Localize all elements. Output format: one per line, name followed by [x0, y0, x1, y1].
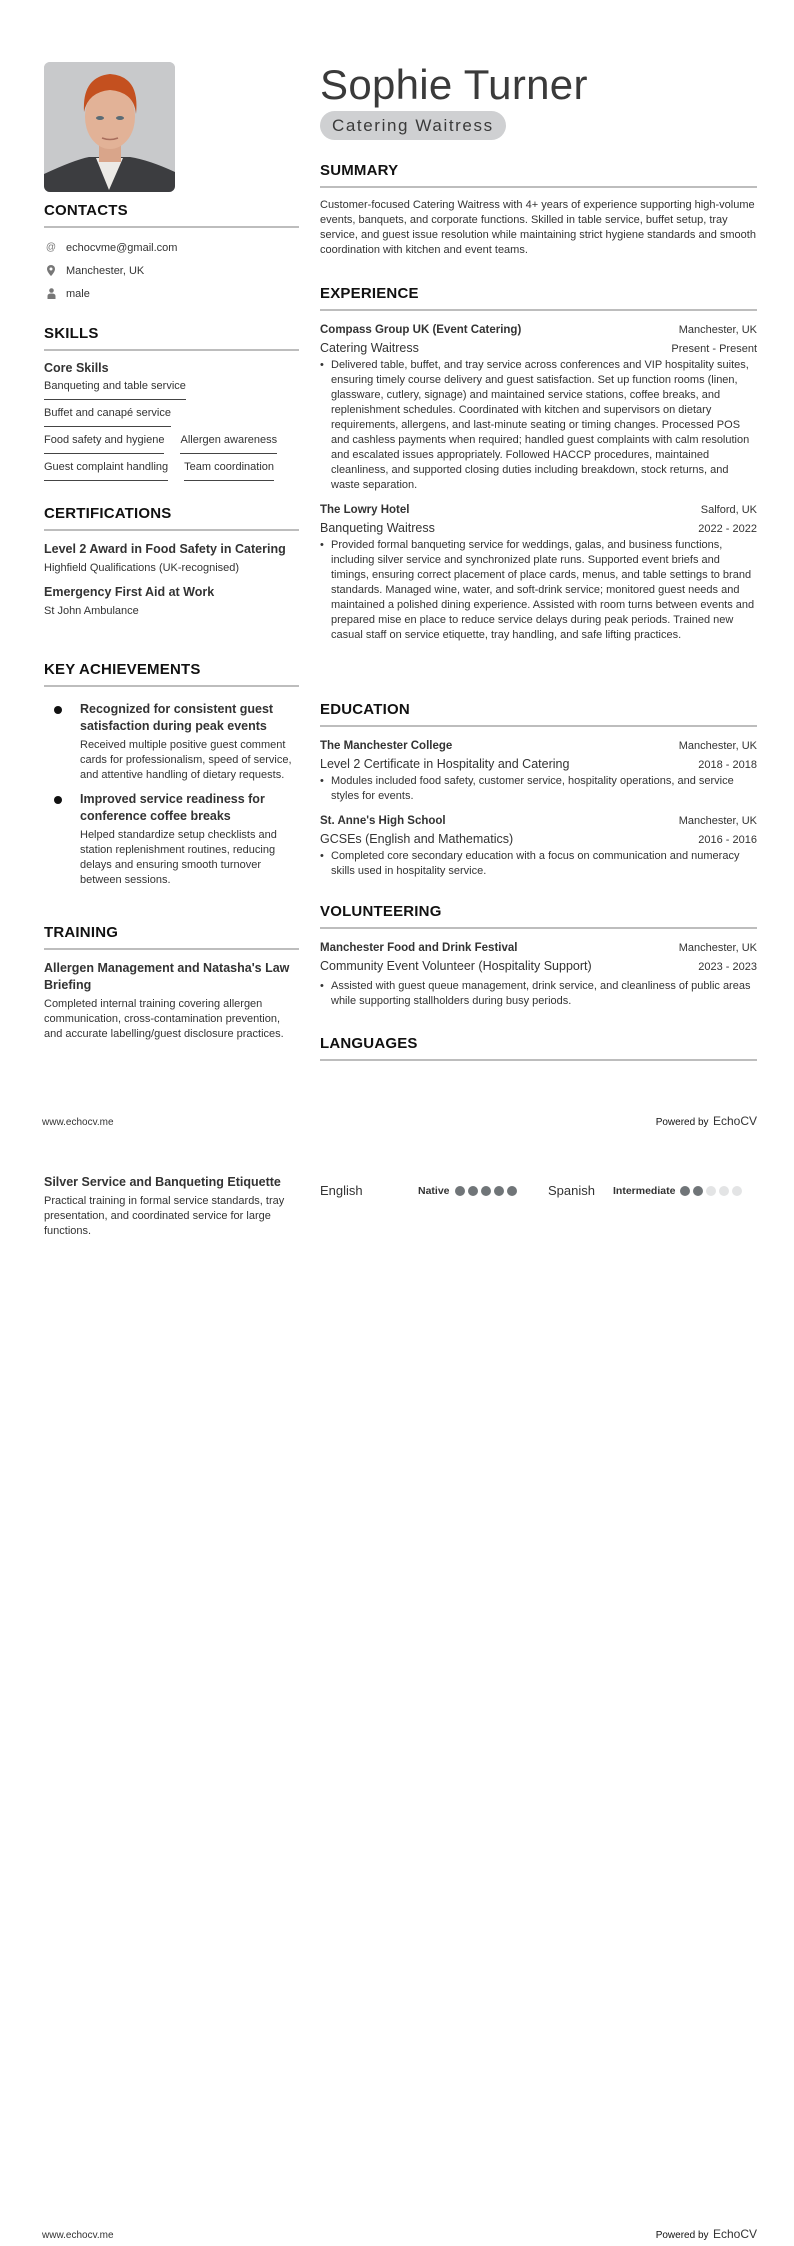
rating-dot-empty-icon: [706, 1186, 716, 1196]
cert-issuer: Highfield Qualifications (UK-recognised): [44, 562, 240, 574]
education-bullet: • Completed core secondary education with a focus on communication and numeracy skills used in hospitality service.: [320, 849, 757, 879]
certifications-section: [44, 505, 299, 627]
language-level: Intermediate: [613, 1184, 676, 1197]
page-footer: [42, 2225, 757, 2243]
skills-group-title: Core Skills: [44, 361, 109, 375]
section-heading: SUMMARY: [320, 162, 757, 188]
skills-tags: [44, 379, 299, 487]
training-description: Completed internal training covering allergen communication, cross-contamination prevention, and accurate labelling/guest disclosure practices.: [44, 998, 284, 1040]
contacts-section: [44, 202, 299, 305]
rating-dot-filled-icon: [693, 1186, 703, 1196]
rating-dot-empty-icon: [732, 1186, 742, 1196]
education-dates: 2016 - 2016: [698, 834, 757, 846]
cert-name: Level 2 Award in Food Safety in Catering: [44, 542, 286, 556]
section-heading: CERTIFICATIONS: [44, 505, 299, 531]
experience-section: [320, 285, 757, 651]
skill-tag: Buffet and canapé service: [44, 406, 171, 427]
education-entry: [320, 812, 757, 879]
rating-dot-filled-icon: [680, 1186, 690, 1196]
training-name: Allergen Management and Natasha's Law Briefing: [44, 961, 290, 992]
section-heading: EXPERIENCE: [320, 285, 757, 311]
contact-email[interactable]: [44, 236, 299, 259]
rating-dot-filled-icon: [468, 1186, 478, 1196]
rating-dot-filled-icon: [455, 1186, 465, 1196]
job-dates: 2022 - 2022: [698, 523, 757, 535]
contact-location: [44, 259, 299, 282]
language-rating: [455, 1186, 517, 1196]
school-location: Manchester, UK: [678, 740, 757, 752]
achievement-item: [44, 701, 299, 783]
section-heading: CONTACTS: [44, 202, 299, 228]
right-column: [320, 162, 757, 258]
achievements-section: [44, 661, 299, 896]
section-heading: VOLUNTEERING: [320, 903, 757, 929]
skill-tag: Food safety and hygiene: [44, 433, 164, 454]
section-heading: TRAINING: [44, 924, 299, 950]
experience-entry: [320, 321, 757, 493]
employer-location: Manchester, UK: [678, 324, 757, 336]
section-heading: EDUCATION: [320, 701, 757, 727]
left-column: [44, 202, 299, 379]
experience-entry: [320, 501, 757, 643]
job-title-badge: Catering Waitress: [320, 111, 506, 140]
job-role: Banqueting Waitress: [320, 521, 435, 535]
education-bullet: • Modules included food safety, customer service, hospitality operations, and service styles for events.: [320, 774, 757, 804]
education-section: [320, 701, 757, 887]
volunteer-role: Community Event Volunteer (Hospitality Support): [320, 959, 592, 973]
volunteering-section: [320, 903, 757, 1017]
training-section-continued: [44, 1174, 299, 1239]
language-name: Spanish: [548, 1183, 595, 1198]
volunteer-location: Manchester, UK: [678, 942, 757, 954]
at-icon: @: [45, 242, 57, 253]
brand-name: EchoCV: [712, 1114, 757, 1128]
language-rating: [680, 1186, 742, 1196]
training-description: Practical training in formal service standards, tray presentation, and coordinated service for large functions.: [44, 1195, 285, 1237]
summary-section: [320, 162, 757, 258]
volunteering-entry: [320, 939, 757, 1009]
job-bullet: • Provided formal banqueting service for weddings, galas, and business functions, including silver service and synchronized plate runs. Supported event briefs and timings, ensuring correct placement of place cards, menus, and table settings to brand standards. Managed wine, water, and soft-drink service; monitored guest needs and maintained a polished dining experience. Assisted with room turns between events and prepared mise en place to reduce service delays during peak periods. Trained new casual staff on service etiquette, tray handling, and safe lifting practices.: [320, 538, 757, 643]
contact-value: Manchester, UK: [66, 264, 145, 277]
school-name: The Manchester College: [320, 740, 453, 752]
qualification: Level 2 Certificate in Hospitality and Catering: [320, 757, 570, 771]
contact-value: echocvme@gmail.com: [66, 241, 178, 254]
job-dates: Present - Present: [671, 343, 757, 355]
education-dates: 2018 - 2018: [698, 759, 757, 771]
job-bullet: • Delivered table, buffet, and tray service across conferences and VIP hospitality suites, ensuring timely course delivery and guest satisfaction. Set up function rooms (linen, glassware, cutlery, signage) and maintained service stations, coffee breaks, and replenishment schedules. Coordinated with kitchen and supervisors on dietary requirements, allergens, and last-minute seating or timing changes. Processed POS and cashless payments when required; handled guest complaints with calm resolution and escalated issues appropriately. Followed HACCP procedures, maintained cleanliness, and supported closing duties including breakdown, stock returns, and waste separation.: [320, 358, 757, 493]
skill-tag: Team coordination: [184, 460, 274, 481]
person-icon: [46, 288, 56, 299]
location-pin-icon: [46, 265, 56, 276]
education-entry: [320, 737, 757, 804]
powered-by-label: Powered by: [655, 2230, 709, 2241]
employer-name: The Lowry Hotel: [320, 504, 410, 516]
job-role: Catering Waitress: [320, 341, 419, 355]
bullet-icon: [54, 706, 62, 714]
training-name: Silver Service and Banqueting Etiquette: [44, 1175, 281, 1189]
achievement-description: Helped standardize setup checklists and station replenishment routines, reducing delays and ensuring smooth turnover between sessions.: [80, 829, 277, 886]
achievement-description: Received multiple positive guest comment cards for professionalism, speed of service, and attentive handling of dietary requests.: [80, 739, 292, 781]
rating-dot-filled-icon: [481, 1186, 491, 1196]
brand-name: EchoCV: [712, 2227, 757, 2241]
training-section: [44, 924, 299, 1042]
bullet-icon: [54, 796, 62, 804]
languages-list: [320, 1183, 757, 1198]
skill-tag: Allergen awareness: [180, 433, 277, 454]
rating-dot-empty-icon: [719, 1186, 729, 1196]
page-footer: [42, 1112, 757, 1130]
language-level: Native: [418, 1184, 450, 1197]
contact-value: male: [66, 287, 90, 300]
school-location: Manchester, UK: [678, 815, 757, 827]
profile-photo: [44, 62, 175, 192]
powered-by: [656, 1112, 757, 1130]
skill-tag: Guest complaint handling: [44, 460, 168, 481]
language-name: English: [320, 1183, 363, 1198]
rating-dot-filled-icon: [494, 1186, 504, 1196]
achievement-item: [44, 791, 299, 888]
footer-url[interactable]: www.echocv.me: [42, 2230, 114, 2241]
candidate-name: Sophie Turner: [320, 61, 588, 108]
achievement-title: Improved service readiness for conference coffee breaks: [80, 792, 265, 823]
skill-tag: Banqueting and table service: [44, 379, 186, 400]
rating-dot-filled-icon: [507, 1186, 517, 1196]
section-heading: KEY ACHIEVEMENTS: [44, 661, 299, 687]
section-heading: LANGUAGES: [320, 1035, 757, 1061]
volunteer-bullet: • Assisted with guest queue management, drink service, and cleanliness of public areas while supporting stallholders during busy periods.: [320, 979, 757, 1009]
employer-name: Compass Group UK (Event Catering): [320, 324, 522, 336]
skills-section: [44, 325, 299, 375]
powered-by-label: Powered by: [655, 1117, 709, 1128]
powered-by: [656, 2225, 757, 2243]
contact-gender: [44, 282, 299, 305]
footer-url[interactable]: www.echocv.me: [42, 1117, 114, 1128]
language-item: [548, 1183, 742, 1198]
languages-section: [320, 1035, 757, 1071]
achievement-title: Recognized for consistent guest satisfaction during peak events: [80, 702, 274, 733]
employer-location: Salford, UK: [700, 504, 757, 516]
volunteer-dates: 2023 - 2023: [698, 961, 757, 973]
language-item: [320, 1183, 548, 1198]
qualification: GCSEs (English and Mathematics): [320, 832, 514, 846]
cert-name: Emergency First Aid at Work: [44, 585, 215, 599]
volunteer-org: Manchester Food and Drink Festival: [320, 942, 518, 954]
cert-issuer: St John Ambulance: [44, 605, 139, 617]
school-name: St. Anne's High School: [320, 815, 446, 827]
section-heading: SKILLS: [44, 325, 299, 351]
summary-text: Customer-focused Catering Waitress with 4+ years of experience supporting high-volume events, banquets, and corporate functions. Skilled in table service, buffet setup, tray service, and guest issue resolution while maintaining strict hygiene standards and smooth coordination with kitchen and event teams.: [320, 199, 756, 256]
